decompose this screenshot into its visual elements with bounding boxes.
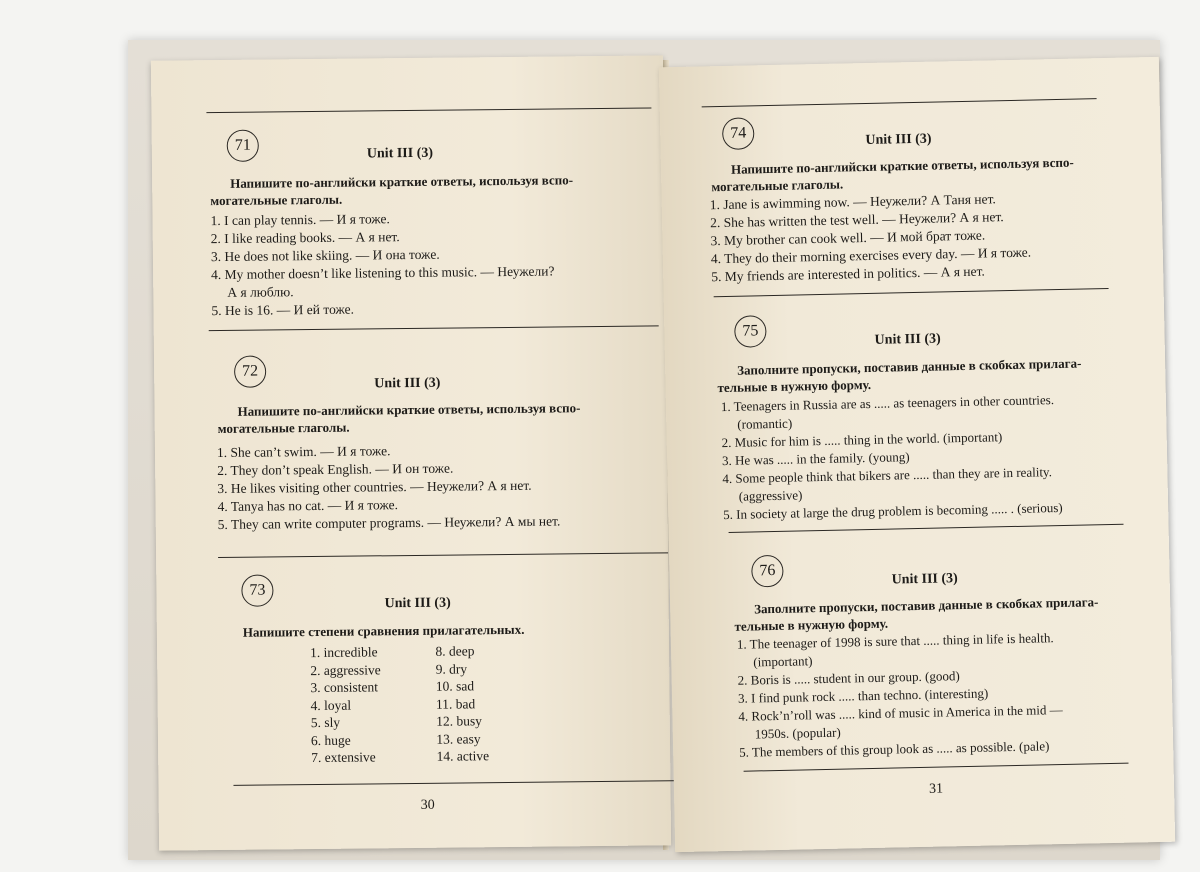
exercise-number-badge: 76 bbox=[751, 555, 784, 588]
list-item-continuation: (important) bbox=[753, 653, 813, 670]
list-item: 1. I can play tennis. — И я тоже. bbox=[210, 211, 390, 229]
list-item: 4. Tanya has no cat. — И я тоже. bbox=[217, 497, 399, 515]
list-item: 9. dry bbox=[435, 660, 468, 677]
exercise-instruction: Заполните пропуски, поставив данные в скобках прилага- тельные в нужную форму. bbox=[734, 594, 1099, 634]
list-item: 5. He is 16. — И ей тоже. bbox=[211, 301, 355, 319]
exercise-number-badge: 71 bbox=[227, 130, 259, 162]
unit-title: Unit III (3) bbox=[374, 375, 441, 392]
list-item-continuation: (romantic) bbox=[737, 415, 793, 432]
exercise-instruction: Напишите степени сравнения прилагательных. bbox=[242, 621, 525, 640]
list-item: 5. sly bbox=[310, 714, 341, 731]
list-item: 4. loyal bbox=[310, 697, 352, 713]
adjective-list bbox=[310, 642, 489, 766]
exercise-items bbox=[710, 187, 1152, 286]
right-page bbox=[659, 57, 1175, 852]
list-item: 4. Rock’n’roll was ..... kind of music in America in the mid — bbox=[738, 702, 1063, 724]
list-item-continuation: А я люблю. bbox=[227, 284, 294, 300]
list-item: 3. He does not like skiing. — И она тоже. bbox=[210, 246, 440, 265]
adjective-column bbox=[310, 643, 433, 767]
list-item: 7. extensive bbox=[311, 749, 376, 766]
divider-rule bbox=[206, 107, 651, 113]
exercise-instruction: Напишите по-английски краткие ответы, используя вспо- могательные глаголы. bbox=[210, 172, 574, 209]
divider-rule bbox=[744, 763, 1129, 772]
list-item: 12. busy bbox=[436, 713, 483, 729]
divider-rule bbox=[714, 288, 1109, 297]
divider-rule bbox=[209, 325, 659, 331]
list-item: 2. She has written the test well. — Неужели? А я нет. bbox=[709, 209, 1004, 231]
exercise-items bbox=[737, 627, 1180, 762]
exercise-items bbox=[217, 439, 668, 534]
list-item: 3. He was ..... in the family. (young) bbox=[721, 449, 910, 469]
adjective-column bbox=[435, 642, 489, 765]
left-page bbox=[151, 55, 671, 850]
list-item: 3. consistent bbox=[310, 679, 379, 696]
list-item-continuation: 1950s. (popular) bbox=[754, 724, 841, 742]
page-number: 30 bbox=[420, 797, 435, 813]
list-item: 3. I find punk rock ..... than techno. (interesting) bbox=[737, 685, 989, 706]
list-item: 1. The teenager of 1998 is sure that ..... thing in life is health. bbox=[736, 630, 1054, 652]
list-item: 13. easy bbox=[436, 730, 481, 747]
list-item: 5. My friends are interested in politics. — А я нет. bbox=[711, 263, 985, 285]
exercise-number-badge: 74 bbox=[722, 117, 755, 150]
list-item: 10. sad bbox=[435, 678, 475, 694]
list-item: 1. incredible bbox=[310, 644, 378, 661]
list-item: 1. Teenagers in Russia are as ..... as teenagers in other countries. bbox=[720, 392, 1055, 415]
unit-title: Unit III (3) bbox=[874, 331, 941, 348]
exercise-instruction: Заполните пропуски, поставив данные в скобках прилага- тельные в нужную форму. bbox=[717, 355, 1082, 396]
list-item: 5. The members of this group look as ..... as possible. (pale) bbox=[739, 738, 1050, 760]
list-item: 3. He likes visiting other countries. — Неужели? А я нет. bbox=[217, 477, 532, 497]
exercise-items bbox=[210, 207, 661, 320]
list-item: 1. She can’t swim. — И я тоже. bbox=[216, 443, 391, 461]
list-item: 4. They do their morning exercises every day. — И я тоже. bbox=[710, 244, 1032, 267]
exercise-number-badge: 75 bbox=[734, 315, 767, 348]
exercise-items bbox=[721, 389, 1164, 524]
exercise-instruction: Напишите по-английски краткие ответы, используя вспо- могательные глаголы. bbox=[711, 154, 1074, 195]
unit-title: Unit III (3) bbox=[384, 595, 451, 612]
list-item: 4. My mother doesn’t like listening to this music. — Неужели? bbox=[211, 263, 555, 283]
list-item: 2. aggressive bbox=[310, 661, 381, 678]
unit-title: Unit III (3) bbox=[891, 571, 958, 588]
divider-rule bbox=[729, 524, 1124, 533]
list-item: 1. Jane is awimming now. — Неужели? А Таня нет. bbox=[709, 191, 996, 213]
list-item: 2. Boris is ..... student in our group. (good) bbox=[737, 668, 960, 688]
divider-rule bbox=[218, 552, 668, 558]
list-item: 11. bad bbox=[435, 695, 476, 712]
list-item: 2. They don’t speak English. — И он тоже. bbox=[217, 460, 454, 479]
list-item: 8. deep bbox=[435, 643, 475, 659]
divider-rule bbox=[702, 98, 1097, 107]
list-item: 4. Some people think that bikers are ..... than they are in reality. bbox=[722, 464, 1053, 487]
exercise-number-badge: 72 bbox=[234, 356, 266, 388]
unit-title: Unit III (3) bbox=[865, 131, 932, 149]
divider-rule bbox=[233, 780, 683, 786]
list-item: 5. In society at large the drug problem is becoming ..... . (serious) bbox=[723, 499, 1063, 523]
page-number: 31 bbox=[928, 781, 944, 797]
list-item: 14. active bbox=[436, 748, 490, 764]
list-item: 3. My brother can cook well. — И мой брат тоже. bbox=[710, 227, 986, 249]
exercise-instruction: Напишите по-английски краткие ответы, используя вспо- могательные глаголы. bbox=[217, 400, 581, 437]
list-item: 5. They can write computer programs. — Неужели? А мы нет. bbox=[217, 513, 561, 533]
list-item: 2. Music for him is ..... thing in the world. (important) bbox=[721, 429, 1003, 451]
list-item: 6. huge bbox=[310, 732, 351, 748]
list-item: 2. I like reading books. — А я нет. bbox=[210, 229, 400, 247]
exercise-number-badge: 73 bbox=[241, 574, 273, 606]
unit-title: Unit III (3) bbox=[366, 145, 434, 162]
list-item-continuation: (aggressive) bbox=[738, 487, 803, 504]
